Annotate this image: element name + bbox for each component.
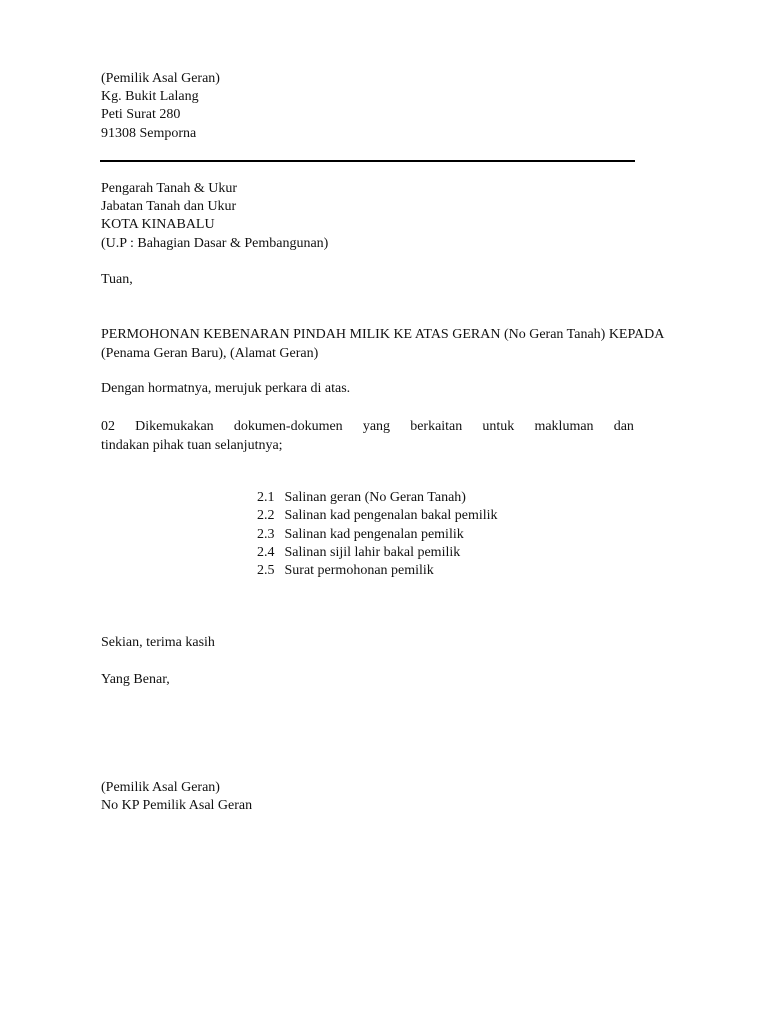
document-list — [257, 489, 498, 580]
list-item-text: Surat permohonan pemilik — [284, 563, 434, 579]
list-item — [257, 526, 498, 544]
opening — [101, 380, 634, 398]
signature-block — [101, 779, 634, 815]
recipient-line: Jabatan Tanah dan Ukur — [101, 199, 237, 215]
list-item — [257, 507, 498, 525]
subject-line: PERMOHONAN KEBENARAN PINDAH MILIK KE ATAS GERAN (No Geran Tanah) KEPADA — [101, 327, 665, 342]
closing — [101, 634, 634, 652]
list-item-number: 2.3 — [257, 526, 275, 542]
sender-address-line: Kg. Bukit Lalang — [101, 89, 199, 105]
paragraph-word: untuk — [482, 419, 515, 434]
list-item — [257, 489, 498, 507]
list-item — [257, 544, 498, 562]
paragraph-word: berkaitan — [410, 419, 463, 434]
list-item-text: Salinan geran (No Geran Tanah) — [284, 490, 466, 505]
paragraph-second-line — [101, 436, 634, 455]
sender-address — [101, 70, 634, 143]
list-item-text: Salinan kad pengenalan pemilik — [284, 526, 464, 542]
paragraph-text: tindakan pihak tuan selanjutnya; — [101, 438, 283, 453]
opening-text: Dengan hormatnya, merujuk perkara di atas. — [101, 381, 351, 396]
paragraph-word: dan — [613, 419, 634, 434]
paragraph-first-line — [101, 417, 634, 436]
list-item — [257, 562, 498, 580]
paragraph-number: 02 — [101, 419, 115, 434]
signature-name: (Pemilik Asal Geran) — [101, 780, 220, 795]
sender-postcode-line: 91308 Semporna — [101, 125, 197, 141]
list-item-text: Salinan sijil lahir bakal pemilik — [284, 544, 461, 560]
list-item-number: 2.1 — [257, 490, 275, 505]
salutation-text: Tuan, — [101, 272, 133, 287]
recipient-address — [101, 180, 634, 253]
list-item-number: 2.5 — [257, 563, 275, 579]
paragraph-word: Dikemukakan — [135, 419, 214, 434]
sender-name: (Pemilik Asal Geran) — [101, 71, 220, 86]
subject-line: (Penama Geran Baru), (Alamat Geran) — [101, 346, 319, 361]
paragraph-word: yang — [362, 419, 391, 434]
list-item-number: 2.4 — [257, 544, 275, 560]
list-item-text: Salinan kad pengenalan bakal pemilik — [284, 508, 498, 524]
paragraph-word: dokumen-dokumen — [233, 419, 343, 434]
signature-id: No KP Pemilik Asal Geran — [101, 798, 253, 814]
list-item-number: 2.2 — [257, 508, 275, 524]
paragraph-word: makluman — [534, 419, 594, 434]
paragraph-02 — [101, 417, 634, 455]
recipient-attention: (U.P : Bahagian Dasar & Pembangunan) — [101, 235, 329, 251]
signoff-text: Yang Benar, — [101, 672, 170, 687]
closing-text: Sekian, terima kasih — [101, 635, 215, 650]
subject-heading — [101, 325, 665, 363]
sender-address-line: Peti Surat 280 — [101, 107, 181, 123]
recipient-line: Pengarah Tanah & Ukur — [101, 181, 238, 196]
salutation — [101, 271, 634, 289]
signoff — [101, 671, 634, 689]
recipient-city: KOTA KINABALU — [101, 217, 215, 233]
header-divider — [100, 160, 635, 162]
